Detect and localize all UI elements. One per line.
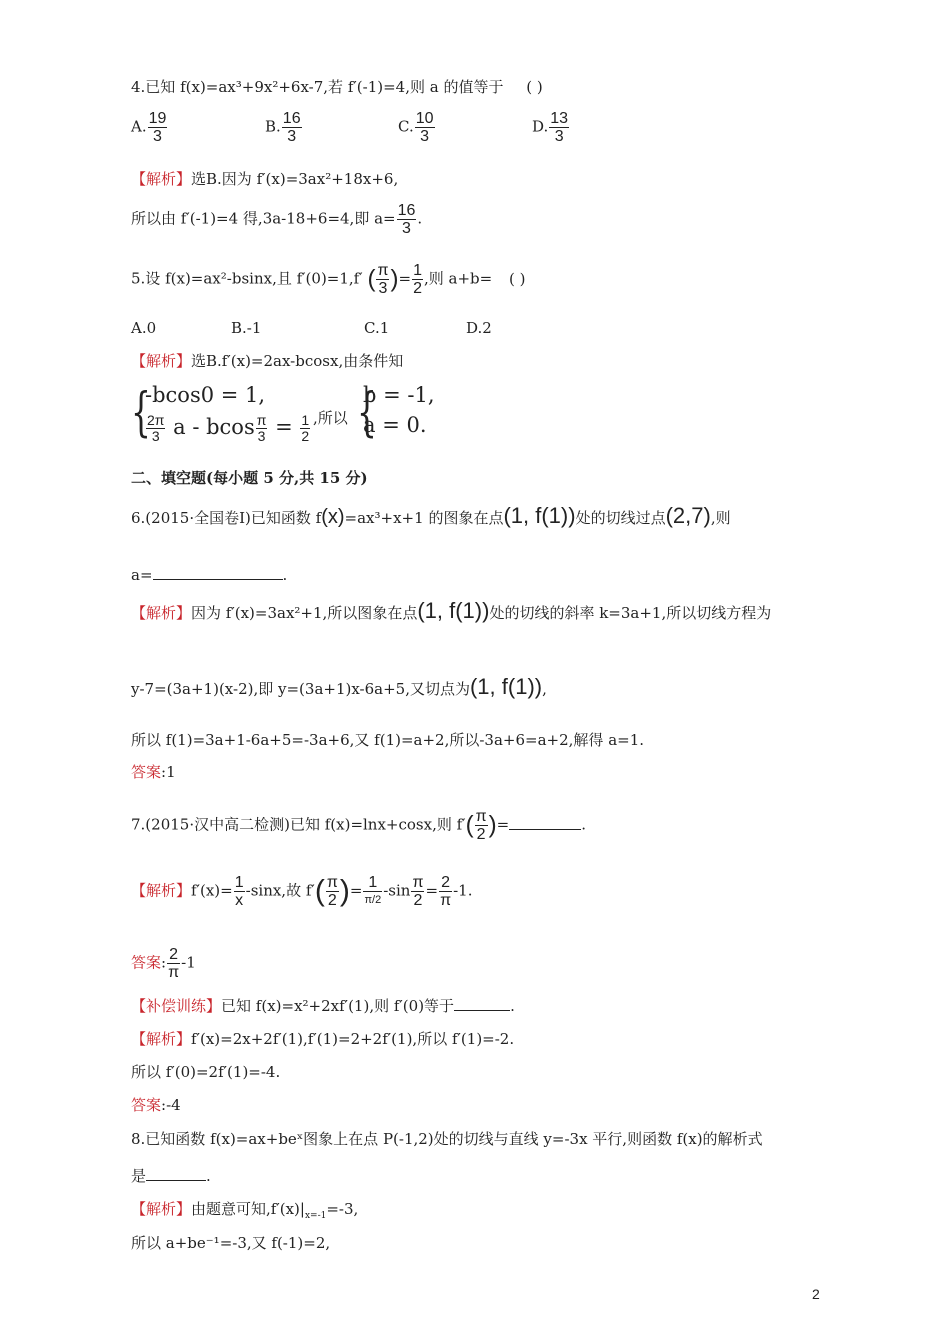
q5-sys-frac1-num: 2π xyxy=(147,412,165,428)
q4-option-c xyxy=(398,110,436,145)
q5-sys-frac1-den: 3 xyxy=(151,428,160,444)
q4-stem-line xyxy=(131,77,543,97)
q7-open-paren: ( xyxy=(465,811,474,839)
extra-solution-tag: 【解析】 xyxy=(131,1030,192,1048)
q6-solution-2a: y-7=(3a+1)(x-2),即 y=(3a+1)x-6a+5,又切点为 xyxy=(131,680,470,698)
q4-option-d-frac xyxy=(549,110,569,145)
q7-solution-b: -sinx,故 f′ xyxy=(245,881,315,900)
q7-sol-frac3 xyxy=(363,874,382,909)
q4-solution-frac xyxy=(397,202,417,237)
q7-sol-open-paren: ( xyxy=(314,874,325,908)
q7-answer-tail: -1 xyxy=(181,953,196,972)
q7-stem-a: 7.(2015·汉中高二检测)已知 f(x)=lnx+cosx,则 f′ xyxy=(131,815,466,834)
q5-sys-row2 xyxy=(145,413,311,444)
q7-stem-frac-num: π xyxy=(475,808,487,825)
q4-solution-tag: 【解析】 xyxy=(131,170,192,188)
q4-stem: 4.已知 f(x)=ax³+9x²+6x-7,若 f′(-1)=4,则 a 的值等于 xyxy=(131,78,504,96)
q8-stem2-end: . xyxy=(206,1167,211,1185)
q4-option-b-label: B. xyxy=(265,117,281,136)
q5-sys-row1: -bcos0 = 1, xyxy=(145,383,266,407)
q7-sol-frac4-num: π xyxy=(412,874,424,891)
q6-answer-blank[interactable] xyxy=(153,565,283,580)
q6-answer-value: :1 xyxy=(161,763,176,781)
q7-solution-line xyxy=(131,874,473,909)
extra-answer-blank[interactable] xyxy=(454,996,510,1011)
q4-solution-text1: 选B.因为 f′(x)=3ax²+18x+6, xyxy=(191,170,399,188)
extra-stem: 已知 f(x)=x²+2xf′(1),则 f′(0)等于 xyxy=(221,997,455,1015)
q7-solution-d: -sin xyxy=(383,881,411,900)
q7-solution-tag: 【解析】 xyxy=(131,881,192,900)
q6-answer-line xyxy=(131,762,176,782)
q5-open-paren: ( xyxy=(367,265,376,293)
q5-option-a: A.0 xyxy=(131,319,157,337)
q7-stem-frac xyxy=(475,808,488,843)
q5-sys-frac2 xyxy=(256,413,268,444)
q6-blank-label: a= xyxy=(131,566,153,584)
q8-solution-tag: 【解析】 xyxy=(131,1200,192,1218)
q7-answer-frac xyxy=(167,946,180,981)
q7-sol-frac1-num: 1 xyxy=(234,874,244,891)
q6-solution-1a: 因为 f′(x)=3ax²+1,所以图象在点 xyxy=(191,604,418,622)
q6-stem-point1: (1, f(1)) xyxy=(503,503,576,528)
q4-option-d xyxy=(532,110,570,145)
section2-title: 二、填空题(每小题 5 分,共 15 分) xyxy=(131,469,368,487)
q8-solution-line1 xyxy=(131,1199,358,1226)
q5-stem-eq: = xyxy=(398,269,412,288)
q5-solution-line xyxy=(131,351,403,371)
q6-stem-c: 处的切线过点 xyxy=(575,509,666,527)
q5-stem-rfrac xyxy=(412,262,423,297)
q7-stem-frac-den: 2 xyxy=(476,826,486,843)
q8-solution-1b: =-3, xyxy=(326,1200,359,1218)
extra-stem-end: . xyxy=(510,997,515,1015)
q6-stem-d: ,则 xyxy=(710,509,731,527)
q6-solution-2b: , xyxy=(542,680,547,698)
q4-option-c-label: C. xyxy=(398,117,414,136)
q5-option-c: C.1 xyxy=(364,319,390,337)
q5-stem-frac xyxy=(376,262,389,297)
q5-stem-line xyxy=(131,262,525,297)
q7-sol-frac4 xyxy=(411,874,424,909)
q7-solution-a: f′(x)= xyxy=(191,881,233,900)
q5-right-brace: { xyxy=(357,383,377,443)
q7-close-paren: ) xyxy=(488,811,497,839)
q5-close-paren: ) xyxy=(390,265,399,293)
q6-blank-end: . xyxy=(282,566,288,584)
q6-blank-line xyxy=(131,565,287,585)
extra-answer-value: :-4 xyxy=(161,1096,181,1114)
q7-answer-label: 答案 xyxy=(131,953,162,972)
q7-sol-frac2-den: 2 xyxy=(327,892,337,909)
q5-sys-frac2-num: π xyxy=(256,412,267,428)
q7-answer-frac-num: 2 xyxy=(167,946,180,964)
q4-option-c-frac xyxy=(415,110,435,145)
q4-solution-line1 xyxy=(131,169,398,189)
q6-solution-line1 xyxy=(131,598,772,623)
q6-stem-b: =ax³+x+1 的图象在点 xyxy=(344,509,504,527)
q5-sys-frac3 xyxy=(300,413,310,444)
q5-option-b: B.-1 xyxy=(231,319,262,337)
q6-answer-label: 答案 xyxy=(131,763,162,781)
page-number: 2 xyxy=(812,1286,820,1302)
q4-solution-line2 xyxy=(131,202,422,237)
q7-stem-line xyxy=(131,808,586,843)
q4-solution-frac-num: 16 xyxy=(397,202,416,219)
q7-answer-line xyxy=(131,946,196,981)
q5-stem-frac-num: π xyxy=(377,262,389,279)
q5-sys-r1: b = -1, xyxy=(363,383,435,407)
q6-solution-1b: 处的切线的斜率 k=3a+1,所以切线方程为 xyxy=(489,604,772,622)
q5-stem-frac-den: 3 xyxy=(378,280,388,297)
q4-solution-end: . xyxy=(417,209,423,228)
q5-sys-frac2-den: 3 xyxy=(257,428,266,444)
q7-answer-colon: : xyxy=(161,953,167,972)
q7-sol-frac5-den: π xyxy=(440,892,452,909)
q4-option-c-num: 10 xyxy=(415,110,434,127)
q4-option-b-num: 16 xyxy=(282,110,301,127)
q5-sys-r2: a = 0. xyxy=(363,413,427,437)
q6-stem-line xyxy=(131,503,731,528)
q5-sys-frac3-den: 2 xyxy=(301,428,310,444)
q7-stem-eq: = xyxy=(496,815,510,834)
q7-sol-frac1 xyxy=(234,874,245,909)
q4-option-a-frac xyxy=(148,110,168,145)
q7-solution-f: -1. xyxy=(453,881,473,900)
q7-answer-frac-den: π xyxy=(168,964,180,981)
q4-option-a-den: 3 xyxy=(153,128,162,145)
q4-option-d-label: D. xyxy=(532,117,549,136)
q7-answer-blank[interactable] xyxy=(509,815,581,830)
q7-sol-frac1-den: x xyxy=(235,892,244,909)
q5-solution-tag: 【解析】 xyxy=(131,352,192,370)
q5-stem-b: ,则 a+b= xyxy=(423,269,493,288)
q7-sol-frac3-den: π/2 xyxy=(364,894,382,906)
extra-stem-line xyxy=(131,996,515,1016)
q4-option-a xyxy=(131,110,168,145)
q7-sol-close-paren: ) xyxy=(339,874,350,908)
q6-stem-a: 6.(2015·全国卷Ⅰ)已知函数 f xyxy=(131,509,322,527)
q5-stem-a: 5.设 f(x)=ax²-bsinx,且 f′(0)=1,f′ xyxy=(131,269,363,288)
q4-option-d-den: 3 xyxy=(554,128,564,145)
q4-option-a-label: A. xyxy=(131,117,147,136)
q5-sys-mid: ,所以 xyxy=(313,409,348,427)
q8-stem-line2 xyxy=(131,1166,211,1186)
extra-solution-1: f′(x)=2x+2f′(1),f′(1)=2+2f′(1),所以 f′(1)=-2. xyxy=(191,1030,515,1048)
q4-solution-frac-den: 3 xyxy=(402,220,411,237)
q5-sys-row2-eq: = xyxy=(275,415,293,439)
q6-stem-point2: (2,7) xyxy=(665,503,711,528)
q4-option-a-num: 19 xyxy=(148,110,167,127)
q5-solution-text: 选B.f′(x)=2ax-bcosx,由条件知 xyxy=(191,352,404,370)
q6-solution-point1: (1, f(1)) xyxy=(417,598,490,623)
q4-option-b-den: 3 xyxy=(287,128,297,145)
q4-option-c-den: 3 xyxy=(420,128,430,145)
q7-sol-frac2-num: π xyxy=(326,874,338,891)
q5-option-d: D.2 xyxy=(466,319,492,337)
q7-sol-frac5-num: 2 xyxy=(439,874,452,892)
q7-stem-end: . xyxy=(581,815,586,834)
q7-sol-frac2 xyxy=(326,874,339,909)
q8-solution-sub: x=-1 xyxy=(304,1211,327,1221)
q7-solution-c: = xyxy=(349,881,363,900)
q7-sol-frac4-den: 2 xyxy=(413,892,423,909)
q6-stem-x: (x) xyxy=(321,506,345,528)
q6-solution-line3: 所以 f(1)=3a+1-6a+5=-3a+6,又 f(1)=a+2,所以-3a+6=a+2,解得 a=1. xyxy=(131,731,645,749)
q5-sys-frac3-num: 1 xyxy=(301,412,310,428)
q4-option-b xyxy=(265,110,303,145)
q5-sys-frac1 xyxy=(146,413,165,444)
extra-answer-label: 答案 xyxy=(131,1096,162,1114)
q5-left-brace: { xyxy=(131,383,151,443)
q8-solution-line2: 所以 a+be⁻¹=-3,又 f(-1)=2, xyxy=(131,1234,331,1252)
q8-stem-line1: 8.已知函数 f(x)=ax+beˣ图象上在点 P(-1,2)处的切线与直线 y=-3x 平行,则函数 f(x)的解析式 xyxy=(131,1130,763,1148)
extra-tag: 【补偿训练】 xyxy=(131,997,222,1015)
q7-solution-e: = xyxy=(425,881,439,900)
q6-solution-line2 xyxy=(131,674,547,699)
q4-answer-paren: ( ) xyxy=(526,78,543,96)
q8-solution-1a: 由题意可知,f′(x)| xyxy=(191,1200,305,1218)
q6-solution-tag: 【解析】 xyxy=(131,604,192,622)
extra-answer-line xyxy=(131,1095,181,1115)
q5-stem-rfrac-num: 1 xyxy=(413,262,422,279)
extra-solution-line2: 所以 f′(0)=2f′(1)=-4. xyxy=(131,1063,281,1081)
q4-option-d-num: 13 xyxy=(550,110,569,127)
q4-solution-text2: 所以由 f′(-1)=4 得,3a-18+6=4,即 a= xyxy=(131,209,396,228)
q7-sol-frac5 xyxy=(439,874,452,909)
q4-option-b-frac xyxy=(282,110,302,145)
q7-sol-frac3-num: 1 xyxy=(363,874,382,892)
q5-stem-rfrac-den: 2 xyxy=(413,280,422,297)
q5-sys-row2-text: a - bcos xyxy=(173,415,255,439)
q6-solution-point2: (1, f(1)) xyxy=(469,674,543,699)
extra-solution-line1 xyxy=(131,1029,514,1049)
q8-answer-blank[interactable] xyxy=(146,1166,206,1181)
q8-stem2: 是 xyxy=(131,1167,147,1185)
q5-answer-paren: ( ) xyxy=(508,269,526,288)
